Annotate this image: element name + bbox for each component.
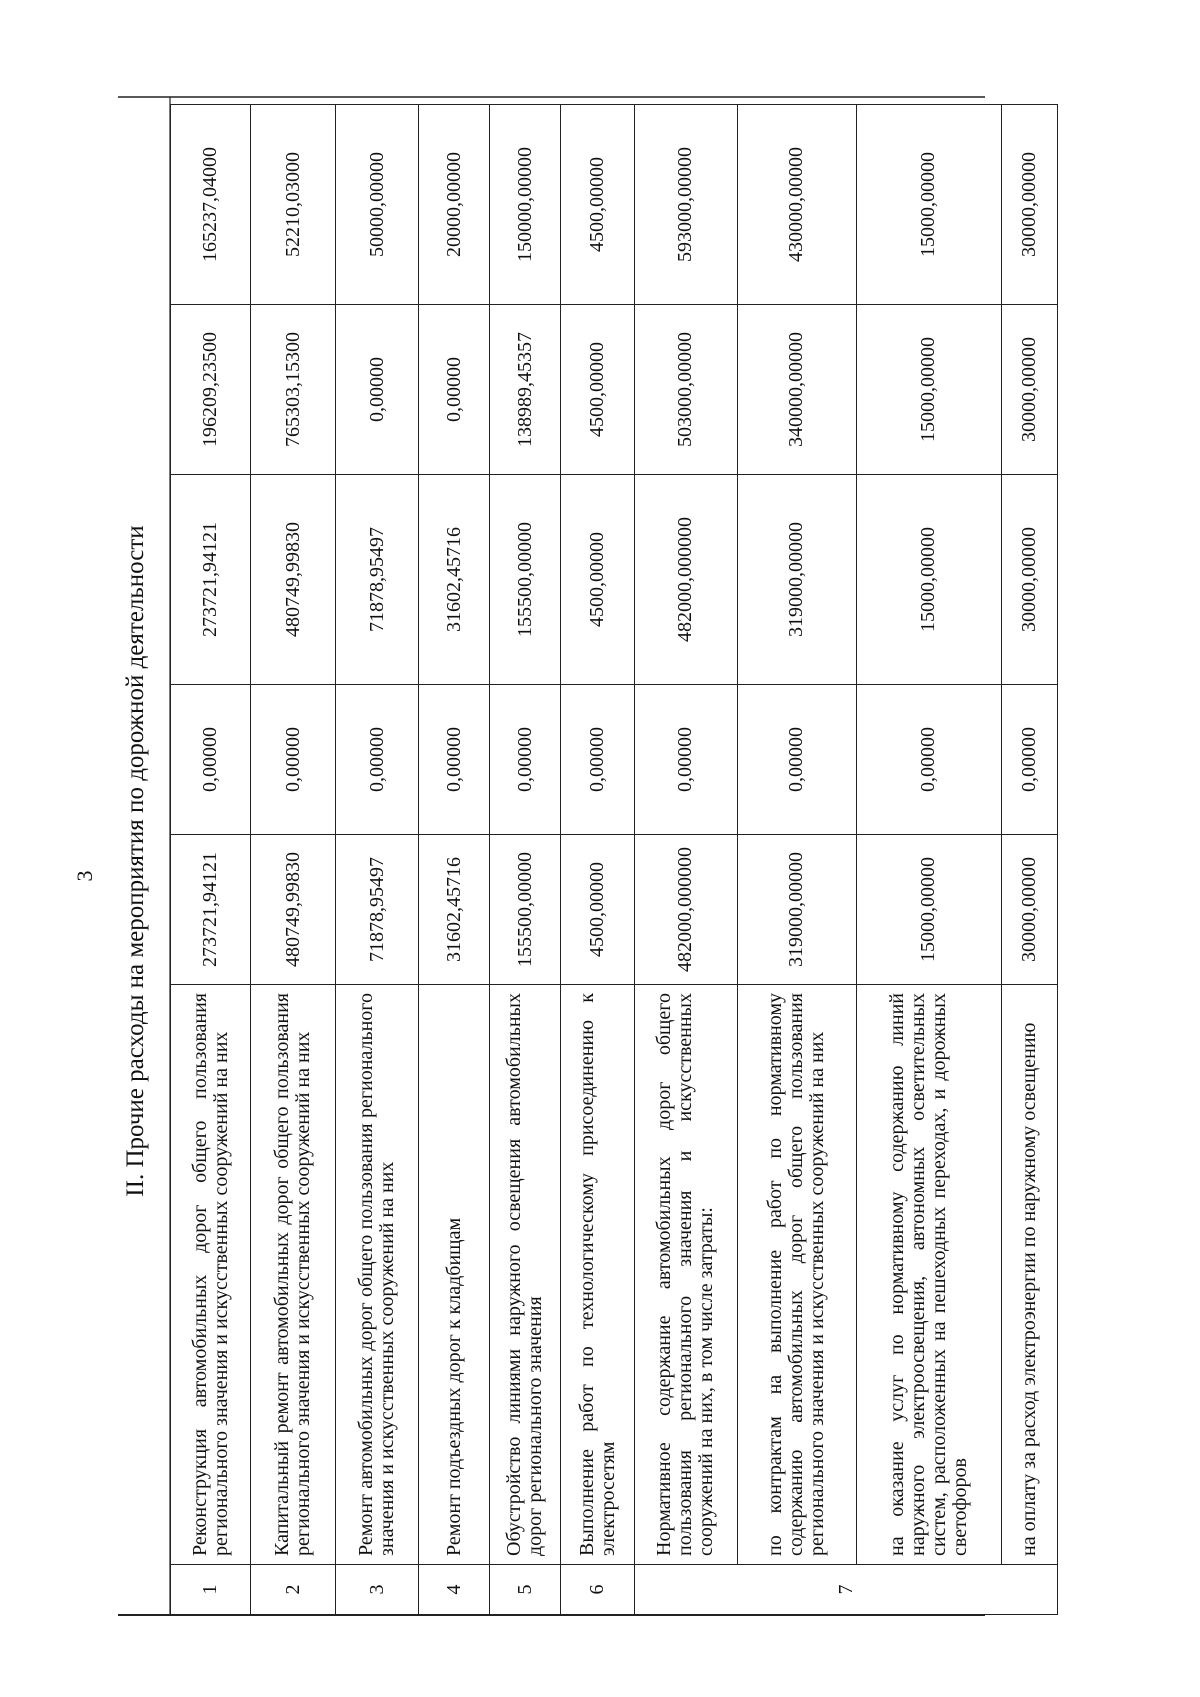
- value-cell: 138989,45357: [490, 305, 561, 475]
- row-name: Нормативное содержание автомобильных дорог общего пользования регионального значения и искусственных сооружений на них, в том числе затраты:: [635, 985, 738, 1565]
- value-cell: 30000,00000: [1001, 105, 1057, 305]
- table-row: [335, 105, 419, 1615]
- row-name: Ремонт автомобильных дорог общего пользования регионального значения и искусственных сооружений на них: [335, 985, 419, 1565]
- table-row: [490, 105, 561, 1615]
- value-cell: 4500,00000: [561, 475, 635, 685]
- value-cell: 165237,04000: [171, 105, 251, 305]
- value-cell: 4500,00000: [561, 835, 635, 985]
- value-cell: 0,00000: [857, 685, 1002, 835]
- value-cell: 155500,00000: [490, 835, 561, 985]
- row-name: Капитальный ремонт автомобильных дорог общего пользования регионального значения и искусственных сооружений на них: [251, 985, 336, 1565]
- value-cell: 15000,00000: [857, 105, 1002, 305]
- row-name: на оказание услуг по нормативному содержанию линий наружного электроосвещения, автономных осветительных систем, расположенных на пешеходных переходах, и дорожных светофоров: [857, 985, 1002, 1565]
- table-row: [171, 105, 251, 1615]
- value-cell: 50000,00000: [335, 105, 419, 305]
- value-cell: 155500,00000: [490, 475, 561, 685]
- value-cell: 196209,23500: [171, 305, 251, 475]
- value-cell: 0,00000: [1001, 685, 1057, 835]
- value-cell: 0,00000: [635, 685, 738, 835]
- row-number: 3: [335, 1565, 419, 1615]
- value-cell: 273721,94121: [171, 835, 251, 985]
- row-number: 4: [419, 1565, 490, 1615]
- value-cell: 0,00000: [561, 685, 635, 835]
- value-cell: 482000,000000: [635, 475, 738, 685]
- value-cell: 480749,99830: [251, 835, 336, 985]
- value-cell: 0,00000: [251, 685, 336, 835]
- table-row: [737, 105, 856, 1615]
- value-cell: 765303,15300: [251, 305, 336, 475]
- expenses-table-container: [170, 105, 1058, 1615]
- value-cell: 4500,00000: [561, 105, 635, 305]
- value-cell: 31602,45716: [419, 835, 490, 985]
- row-number: 6: [561, 1565, 635, 1615]
- value-cell: 430000,00000: [737, 105, 856, 305]
- value-cell: 480749,99830: [251, 475, 336, 685]
- value-cell: 4500,00000: [561, 305, 635, 475]
- value-cell: 482000,000000: [635, 835, 738, 985]
- value-cell: 30000,00000: [1001, 475, 1057, 685]
- row-name: Выполнение работ по технологическому присоединению к электросетям: [561, 985, 635, 1565]
- value-cell: 15000,00000: [857, 305, 1002, 475]
- row-number: 2: [251, 1565, 336, 1615]
- row-number: 5: [490, 1565, 561, 1615]
- value-cell: 0,00000: [419, 685, 490, 835]
- row-name: на оплату за расход электроэнергии по наружному освещению: [1001, 985, 1057, 1565]
- row-name: Обустройство линиями наружного освещения автомобильных дорог регионального значения: [490, 985, 561, 1565]
- value-cell: 593000,00000: [635, 105, 738, 305]
- value-cell: 52210,03000: [251, 105, 336, 305]
- row-number: 7: [635, 1565, 1058, 1615]
- value-cell: 0,00000: [171, 685, 251, 835]
- value-cell: 30000,00000: [1001, 835, 1057, 985]
- value-cell: 31602,45716: [419, 475, 490, 685]
- value-cell: 20000,00000: [419, 105, 490, 305]
- value-cell: 319000,00000: [737, 835, 856, 985]
- value-cell: 273721,94121: [171, 475, 251, 685]
- value-cell: 0,00000: [419, 305, 490, 475]
- value-cell: 340000,00000: [737, 305, 856, 475]
- value-cell: 503000,00000: [635, 305, 738, 475]
- table-row: [561, 105, 635, 1615]
- table-row: [857, 105, 1002, 1615]
- value-cell: 0,00000: [737, 685, 856, 835]
- value-cell: 0,00000: [335, 685, 419, 835]
- value-cell: 0,00000: [490, 685, 561, 835]
- row-name: Ремонт подъездных дорог к кладбищам: [419, 985, 490, 1565]
- value-cell: 71878,95497: [335, 475, 419, 685]
- value-cell: 319000,00000: [737, 475, 856, 685]
- value-cell: 71878,95497: [335, 835, 419, 985]
- row-number: 1: [171, 1565, 251, 1615]
- value-cell: 150000,00000: [490, 105, 561, 305]
- table-row: [251, 105, 336, 1615]
- table-row: [1001, 105, 1057, 1615]
- row-name: по контрактам на выполнение работ по нормативному содержанию автомобильных дорог общего пользования регионального значения и искусственных сооружений на них: [737, 985, 856, 1565]
- value-cell: 15000,00000: [857, 835, 1002, 985]
- row-name: Реконструкция автомобильных дорог общего пользования регионального значения и искусственных сооружений на них: [171, 985, 251, 1565]
- page-number: 3: [72, 870, 97, 882]
- section-heading: II. Прочие расходы на мероприятия по дорожной деятельности: [122, 525, 149, 1197]
- value-cell: 15000,00000: [857, 475, 1002, 685]
- value-cell: 30000,00000: [1001, 305, 1057, 475]
- table-row: [635, 105, 738, 1615]
- expenses-table: [170, 104, 1058, 1615]
- value-cell: 0,00000: [335, 305, 419, 475]
- table-row: [419, 105, 490, 1615]
